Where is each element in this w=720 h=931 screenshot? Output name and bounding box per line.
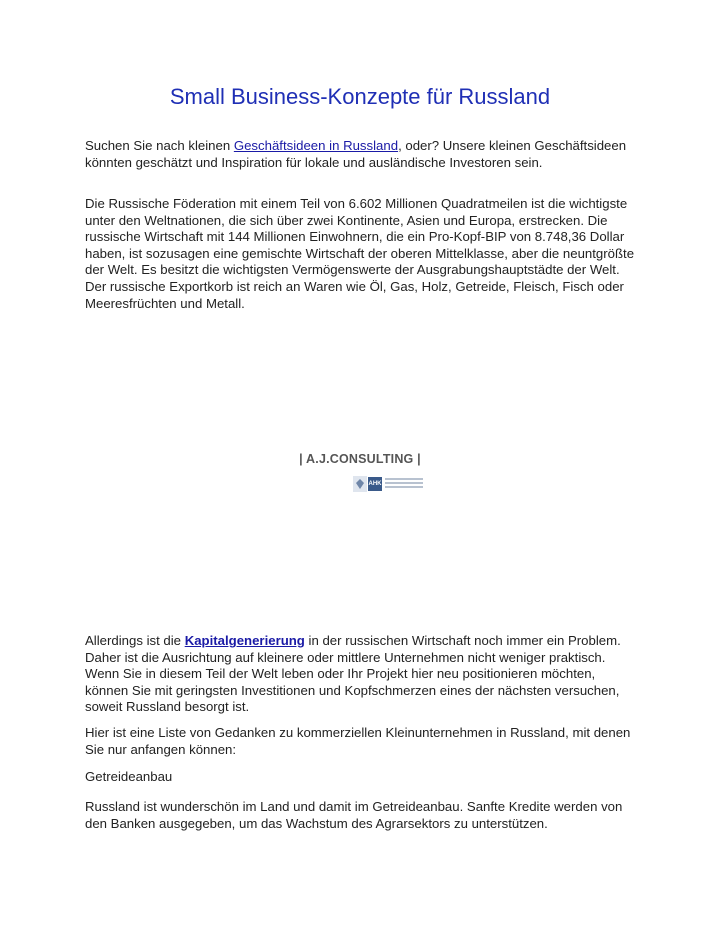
- section-heading-grain: Getreideanbau: [85, 769, 173, 784]
- intro-text-before: Suchen Sie nach kleinen: [85, 138, 234, 153]
- ideas-list-intro: Hier ist eine Liste von Gedanken zu kommerziellen Kleinunternehmen in Russland, mit denen Sie nur anfangen können:: [85, 725, 631, 757]
- capital-text-before: Allerdings ist die: [85, 633, 185, 648]
- intro-paragraph: [85, 138, 640, 171]
- capital-text-after: in der russischen Wirtschaft noch immer ein Problem. Daher ist die Ausrichtung auf kleinere oder mittlere Unternehmen nicht weniger praktisch. Wenn Sie in diesem Teil der Welt leben oder Ihr Projekt hier neu positionieren möchten, können Sie mit geringsten Investitionen und Kopfschmerzen eines der nächsten versuchen, soweit Russland besorgt ist.: [85, 633, 621, 715]
- ahk-logo: [353, 476, 423, 492]
- capital-generation-link[interactable]: Kapitalgenerierung: [184, 633, 305, 648]
- eagle-emblem-icon: [353, 476, 367, 492]
- business-ideas-link[interactable]: Geschäftsideen in Russland: [233, 138, 399, 153]
- russia-economy-paragraph: Die Russische Föderation mit einem Teil von 6.602 Millionen Quadratmeilen ist die wichtigste unter den Weltnationen, die sich über zwei Kontinente, Asien und Europa, erstrecken. Die russische Wirtschaft mit 144 Millionen Einwohnern, die ein Pro-Kopf-BIP von 8.748,36 Dollar haben, ist sozusagen eine gemischte Wirtschaft der oberen Mittelklasse, aber die neuntgrößte der Welt. Es besitzt die wichtigsten Vermögenswerte der Ausgrabungshauptstädte der Welt. Der russische Exportkorb ist reich an Waren wie Öl, Gas, Holz, Getreide, Fleisch, Fisch oder Meeresfrüchten und Metall.: [85, 196, 635, 311]
- logo-brand-text: | A.J.CONSULTING |: [299, 452, 421, 466]
- page-title: Small Business-Konzepte für Russland: [169, 84, 551, 109]
- grain-paragraph: Russland ist wunderschön im Land und damit im Getreideanbau. Sanfte Kredite werden von den Banken ausgegeben, um das Wachstum des Agrarsektors zu unterstützen.: [85, 799, 623, 831]
- ahk-badge: AHK: [368, 477, 382, 491]
- ahk-fine-print: [385, 478, 423, 490]
- capital-paragraph: [85, 633, 640, 716]
- intro-text-after: , oder? Unsere kleinen Geschäftsideen könnten geschätzt und Inspiration für lokale und ausländische Investoren sein.: [85, 138, 627, 170]
- company-logo: [295, 452, 425, 494]
